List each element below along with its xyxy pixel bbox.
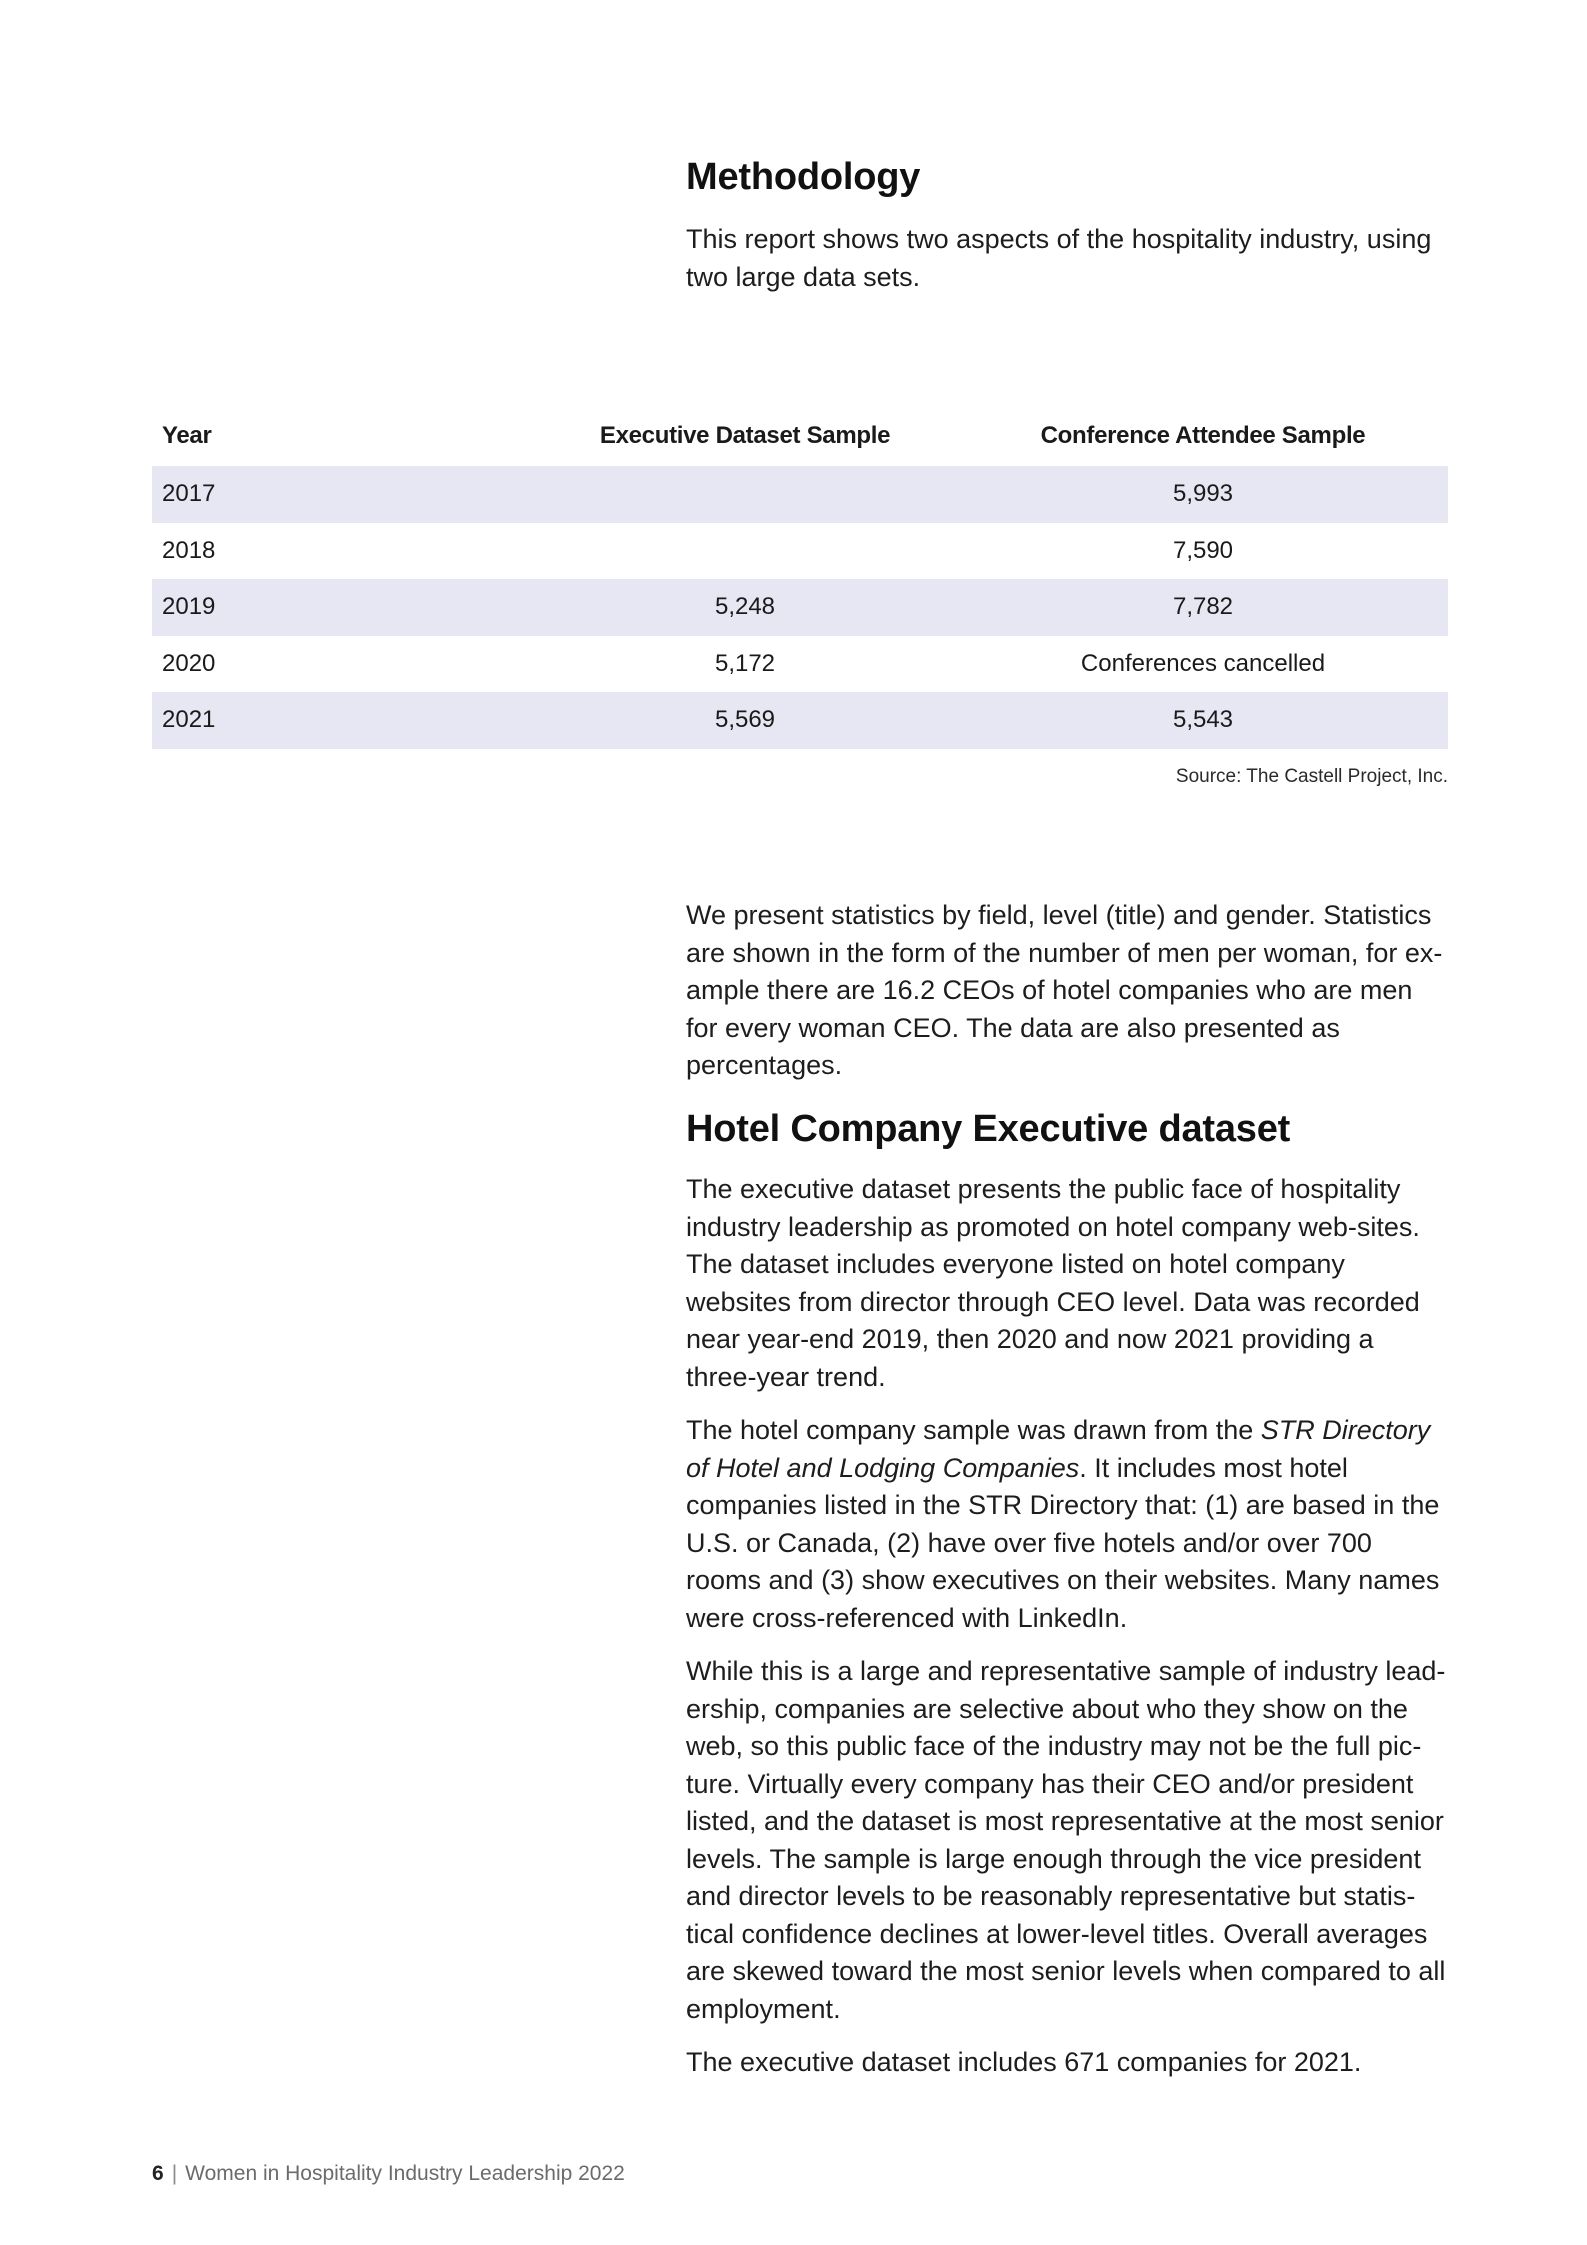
cell-exec — [532, 523, 958, 580]
table-row — [152, 579, 1448, 636]
cell-year: 2020 — [162, 649, 216, 677]
cell-exec: 5,569 — [532, 692, 958, 749]
table-header-row — [152, 406, 1448, 466]
cell-exec: 5,172 — [714, 649, 776, 677]
str-directory-title: STR Directory of Hotel and Lodging Companies — [686, 1415, 1431, 1483]
page-number: 6 — [152, 2162, 164, 2185]
cell-year: 2017 — [152, 466, 532, 523]
header-executive-sample: Executive Dataset Sample — [599, 422, 891, 449]
header-conference-sample: Conference Attendee Sample — [1040, 422, 1366, 449]
table-row — [152, 466, 1448, 523]
cell-conf: 5,543 — [958, 692, 1448, 749]
hotel-dataset-section — [686, 1108, 1448, 2082]
hotel-paragraph-2 — [686, 1412, 1448, 1637]
table-row — [152, 636, 1448, 693]
cell-conf: 7,590 — [1172, 536, 1234, 564]
table-row — [152, 692, 1448, 749]
hotel-dataset-heading: Hotel Company Executive dataset — [686, 1108, 1291, 1150]
hotel-paragraph-1: The executive dataset presents the public face of hospitality industry leadership as promoted on hotel company web-sites. The dataset includes everyone listed on hotel company websites from director through CEO level. Data was recorded near year-end 2019, then 2020 and now 2021 providing a three-year trend. — [686, 1174, 1420, 1392]
cell-exec: 5,248 — [532, 579, 958, 636]
cell-year: 2019 — [152, 579, 532, 636]
footer-title: Women in Hospitality Industry Leadership 2022 — [185, 2162, 625, 2185]
cell-exec — [532, 466, 958, 523]
cell-conf: 5,993 — [958, 466, 1448, 523]
footer-separator: | — [171, 2162, 178, 2185]
page-footer — [152, 2162, 625, 2186]
cell-conf: 7,782 — [958, 579, 1448, 636]
statistics-paragraph: We present statistics by field, level (title) and gender. Statistics are shown in the form of the number of men per woman, for ex-ample there are 16.2 CEOs of hotel companies who are men for every woman CEO. The data are also presented as percentages. — [686, 900, 1443, 1080]
cell-year: 2018 — [162, 536, 216, 564]
methodology-intro: This report shows two aspects of the hospitality industry, using two large data sets. — [686, 224, 1432, 292]
hotel-paragraph-4: The executive dataset includes 671 companies for 2021. — [686, 2047, 1362, 2077]
header-year: Year — [162, 422, 212, 449]
cell-conf: Conferences cancelled — [1080, 649, 1326, 677]
hotel-paragraph-3: While this is a large and representative sample of industry lead-ership, companies are selective about who they show on the web, so this public face of the industry may not be the full pic-ture. Virtually every company has their CEO and/or president listed, and the dataset is most representative at the most senior levels. The sample is large enough through the vice president and director levels to be reasonably representative but statis-tical confidence declines at lower-level titles. Overall averages are skewed toward the most senior levels when compared to all employment. — [686, 1656, 1446, 2024]
p2-text-before: The hotel company sample was drawn from the — [686, 1415, 1261, 1445]
p2-text-after: . It includes most hotel companies listed in the STR Directory that: (1) are based in the U.S. or Canada, (2) have over five hotels and/or over 700 rooms and (3) show executives on their websites. Many names were cross-referenced with LinkedIn. — [686, 1452, 1440, 1633]
table-source-note: Source: The Castell Project, Inc. — [1175, 766, 1448, 787]
methodology-heading: Methodology — [686, 156, 921, 198]
statistics-section — [686, 897, 1448, 1085]
table-row — [152, 523, 1448, 580]
sample-size-table — [152, 406, 1448, 749]
methodology-section — [686, 156, 1448, 296]
cell-year: 2021 — [152, 692, 532, 749]
